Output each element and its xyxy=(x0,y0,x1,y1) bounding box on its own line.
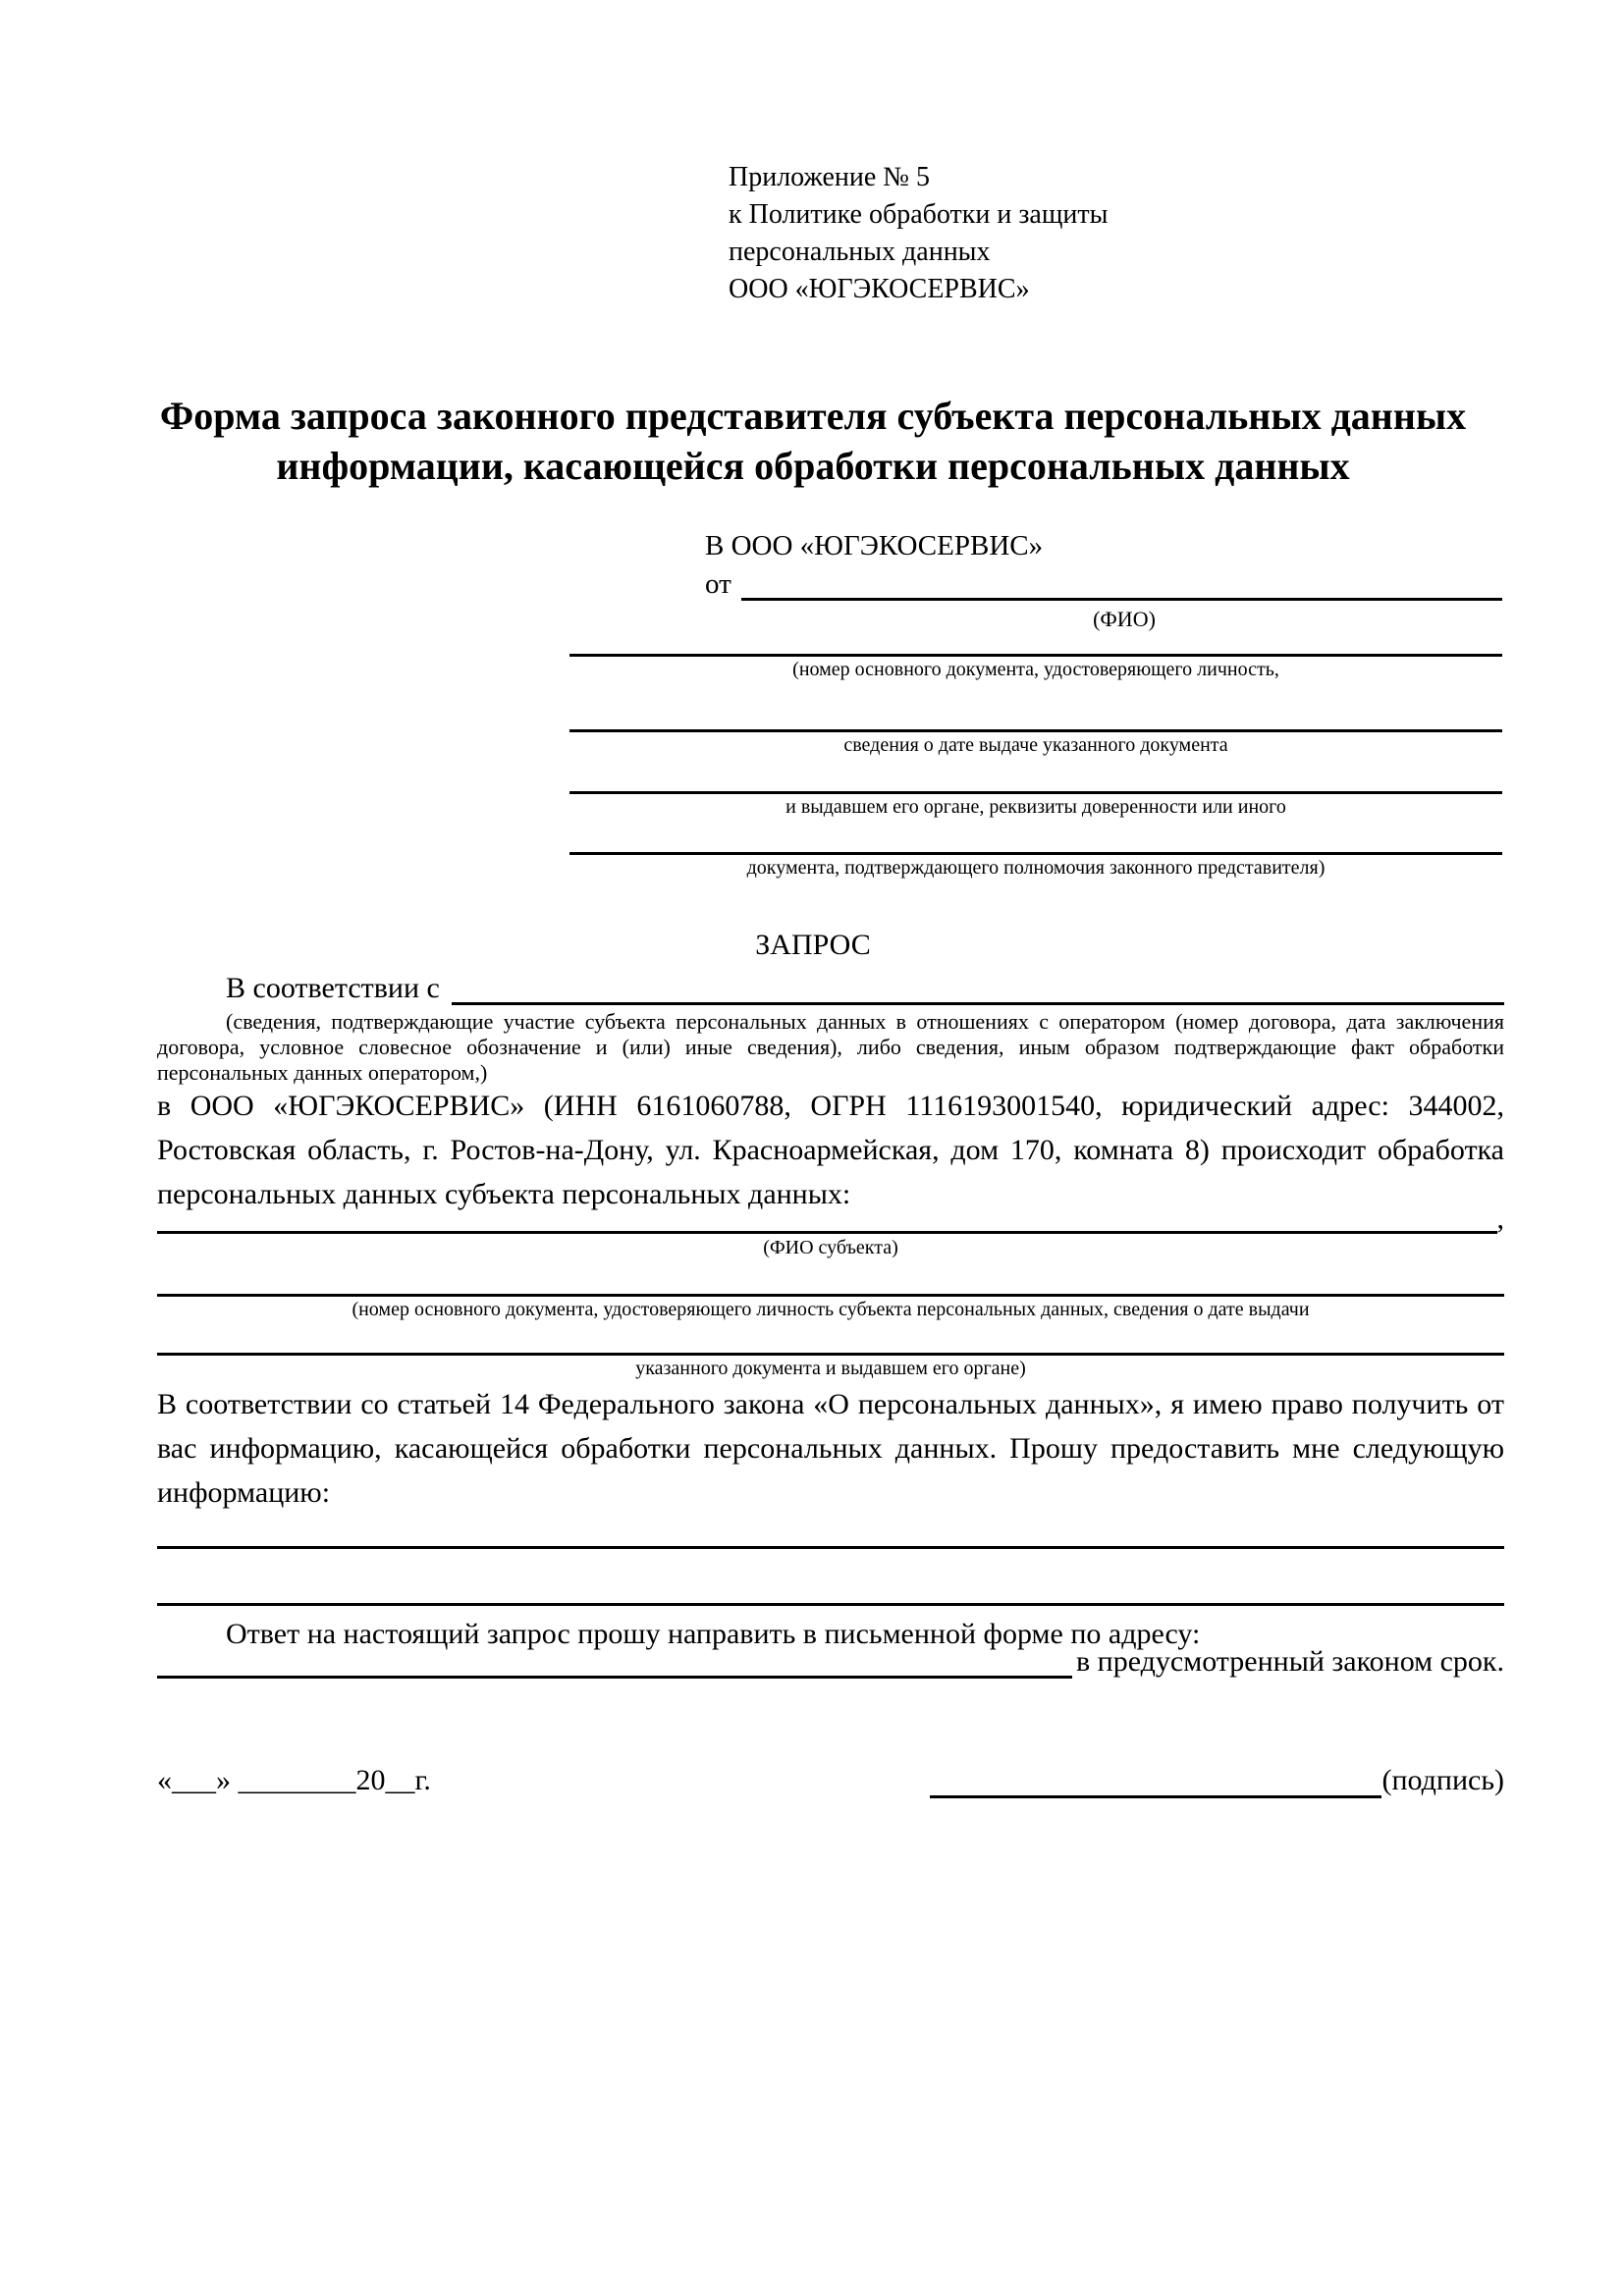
reply-paragraph: Ответ на настоящий запрос прошу направить в письменной форме по адресу: xyxy=(226,1618,1201,1650)
representative-doc-line-3 xyxy=(569,764,1502,820)
appendix-header xyxy=(729,159,1108,308)
representative-doc-line-2 xyxy=(569,702,1502,758)
date-blank: «___» ________20__г. xyxy=(157,1764,431,1796)
intro-fill-line xyxy=(452,973,1504,1005)
appendix-policy-line: к Политике обработки и защиты xyxy=(729,199,1109,230)
subject-doc-line-2 xyxy=(157,1325,1504,1381)
fill-line xyxy=(569,825,1502,855)
line-caption: сведения о дате выдаче указанного документа xyxy=(843,734,1228,756)
addressee-company: В ООО «ЮГЭКОСЕРВИС» xyxy=(705,530,1044,561)
line-caption: (номер основного документа, удостоверяющего личность субъекта персональных данных, сведения о дате выдачи xyxy=(352,1299,1310,1320)
line-caption: документа, подтверждающего полномочия законного представителя) xyxy=(746,857,1326,879)
fill-line xyxy=(157,1266,1504,1297)
fill-line xyxy=(569,764,1502,794)
law-paragraph: В соответствии со статьей 14 Федерального закона «О персональных данных», я имею право получить от вас информацию, касающейся обработки персональных данных. Прошу предоставить мне следующую информацию: xyxy=(157,1388,1504,1509)
address-fill-line xyxy=(157,1646,1072,1679)
from-fill-line xyxy=(741,568,1502,601)
page-title: Форма запроса законного представителя субъекта персональных данных информации, касающейся обработки персональных данных xyxy=(159,394,1467,488)
fill-line xyxy=(157,1203,1497,1234)
trailing-comma: , xyxy=(1496,1202,1504,1235)
representative-doc-line-1 xyxy=(569,626,1502,682)
info-fill-line-2 xyxy=(157,1575,1504,1606)
signature-caption: (подпись) xyxy=(1381,1764,1504,1796)
footer-row xyxy=(157,1763,1504,1798)
intro-label: В соответствии с xyxy=(226,972,440,1004)
reply-tail: в предусмотренный законом срок. xyxy=(1076,1645,1504,1678)
appendix-company: ООО «ЮГЭКОСЕРВИС» xyxy=(729,274,1030,304)
subject-fio-caption: (ФИО субъекта) xyxy=(763,1237,898,1258)
fill-line xyxy=(569,702,1502,732)
appendix-number: Приложение № 5 xyxy=(729,162,930,192)
subject-doc-line-1 xyxy=(157,1266,1504,1322)
fill-line xyxy=(569,626,1502,657)
intro-note: (сведения, подтверждающие участие субъекта персональных данных в отношениях с оператором (номер договора, дата заключения договора, условное словесное обозначение и (или) иные сведения), либо сведения, иным образом подтверждающие факт обработки персональных данных оператором,) xyxy=(157,1009,1504,1085)
signature-fill-line xyxy=(930,1764,1381,1798)
representative-doc-line-4 xyxy=(569,825,1502,881)
from-label: от xyxy=(705,568,731,600)
line-caption: указанного документа и выдавшем его органе) xyxy=(635,1358,1026,1379)
info-fill-line-1 xyxy=(157,1519,1504,1549)
fio-caption: (ФИО) xyxy=(1093,607,1156,631)
operator-paragraph: в ООО «ЮГЭКОСЕРВИС» (ИНН 6161060788, ОГРН 1116193001540, юридический адрес: 344002, Ростовская область, г. Ростов-на-Дону, ул. Красноармейская, дом 170, комната 8) происходит обработка персональных данных субъекта персональных данных: xyxy=(157,1090,1504,1210)
request-heading: ЗАПРОС xyxy=(755,929,871,961)
line-caption: (номер основного документа, удостоверяющего личность, xyxy=(792,659,1279,680)
line-caption: и выдавшем его органе, реквизиты доверенности или иного xyxy=(785,796,1286,818)
from-row xyxy=(705,567,1502,601)
subject-fio-row xyxy=(157,1203,1504,1234)
appendix-policy-line-2: персональных данных xyxy=(729,237,991,267)
fill-line xyxy=(157,1325,1504,1356)
reply-address-row xyxy=(157,1645,1504,1679)
intro-row xyxy=(157,972,1504,1005)
